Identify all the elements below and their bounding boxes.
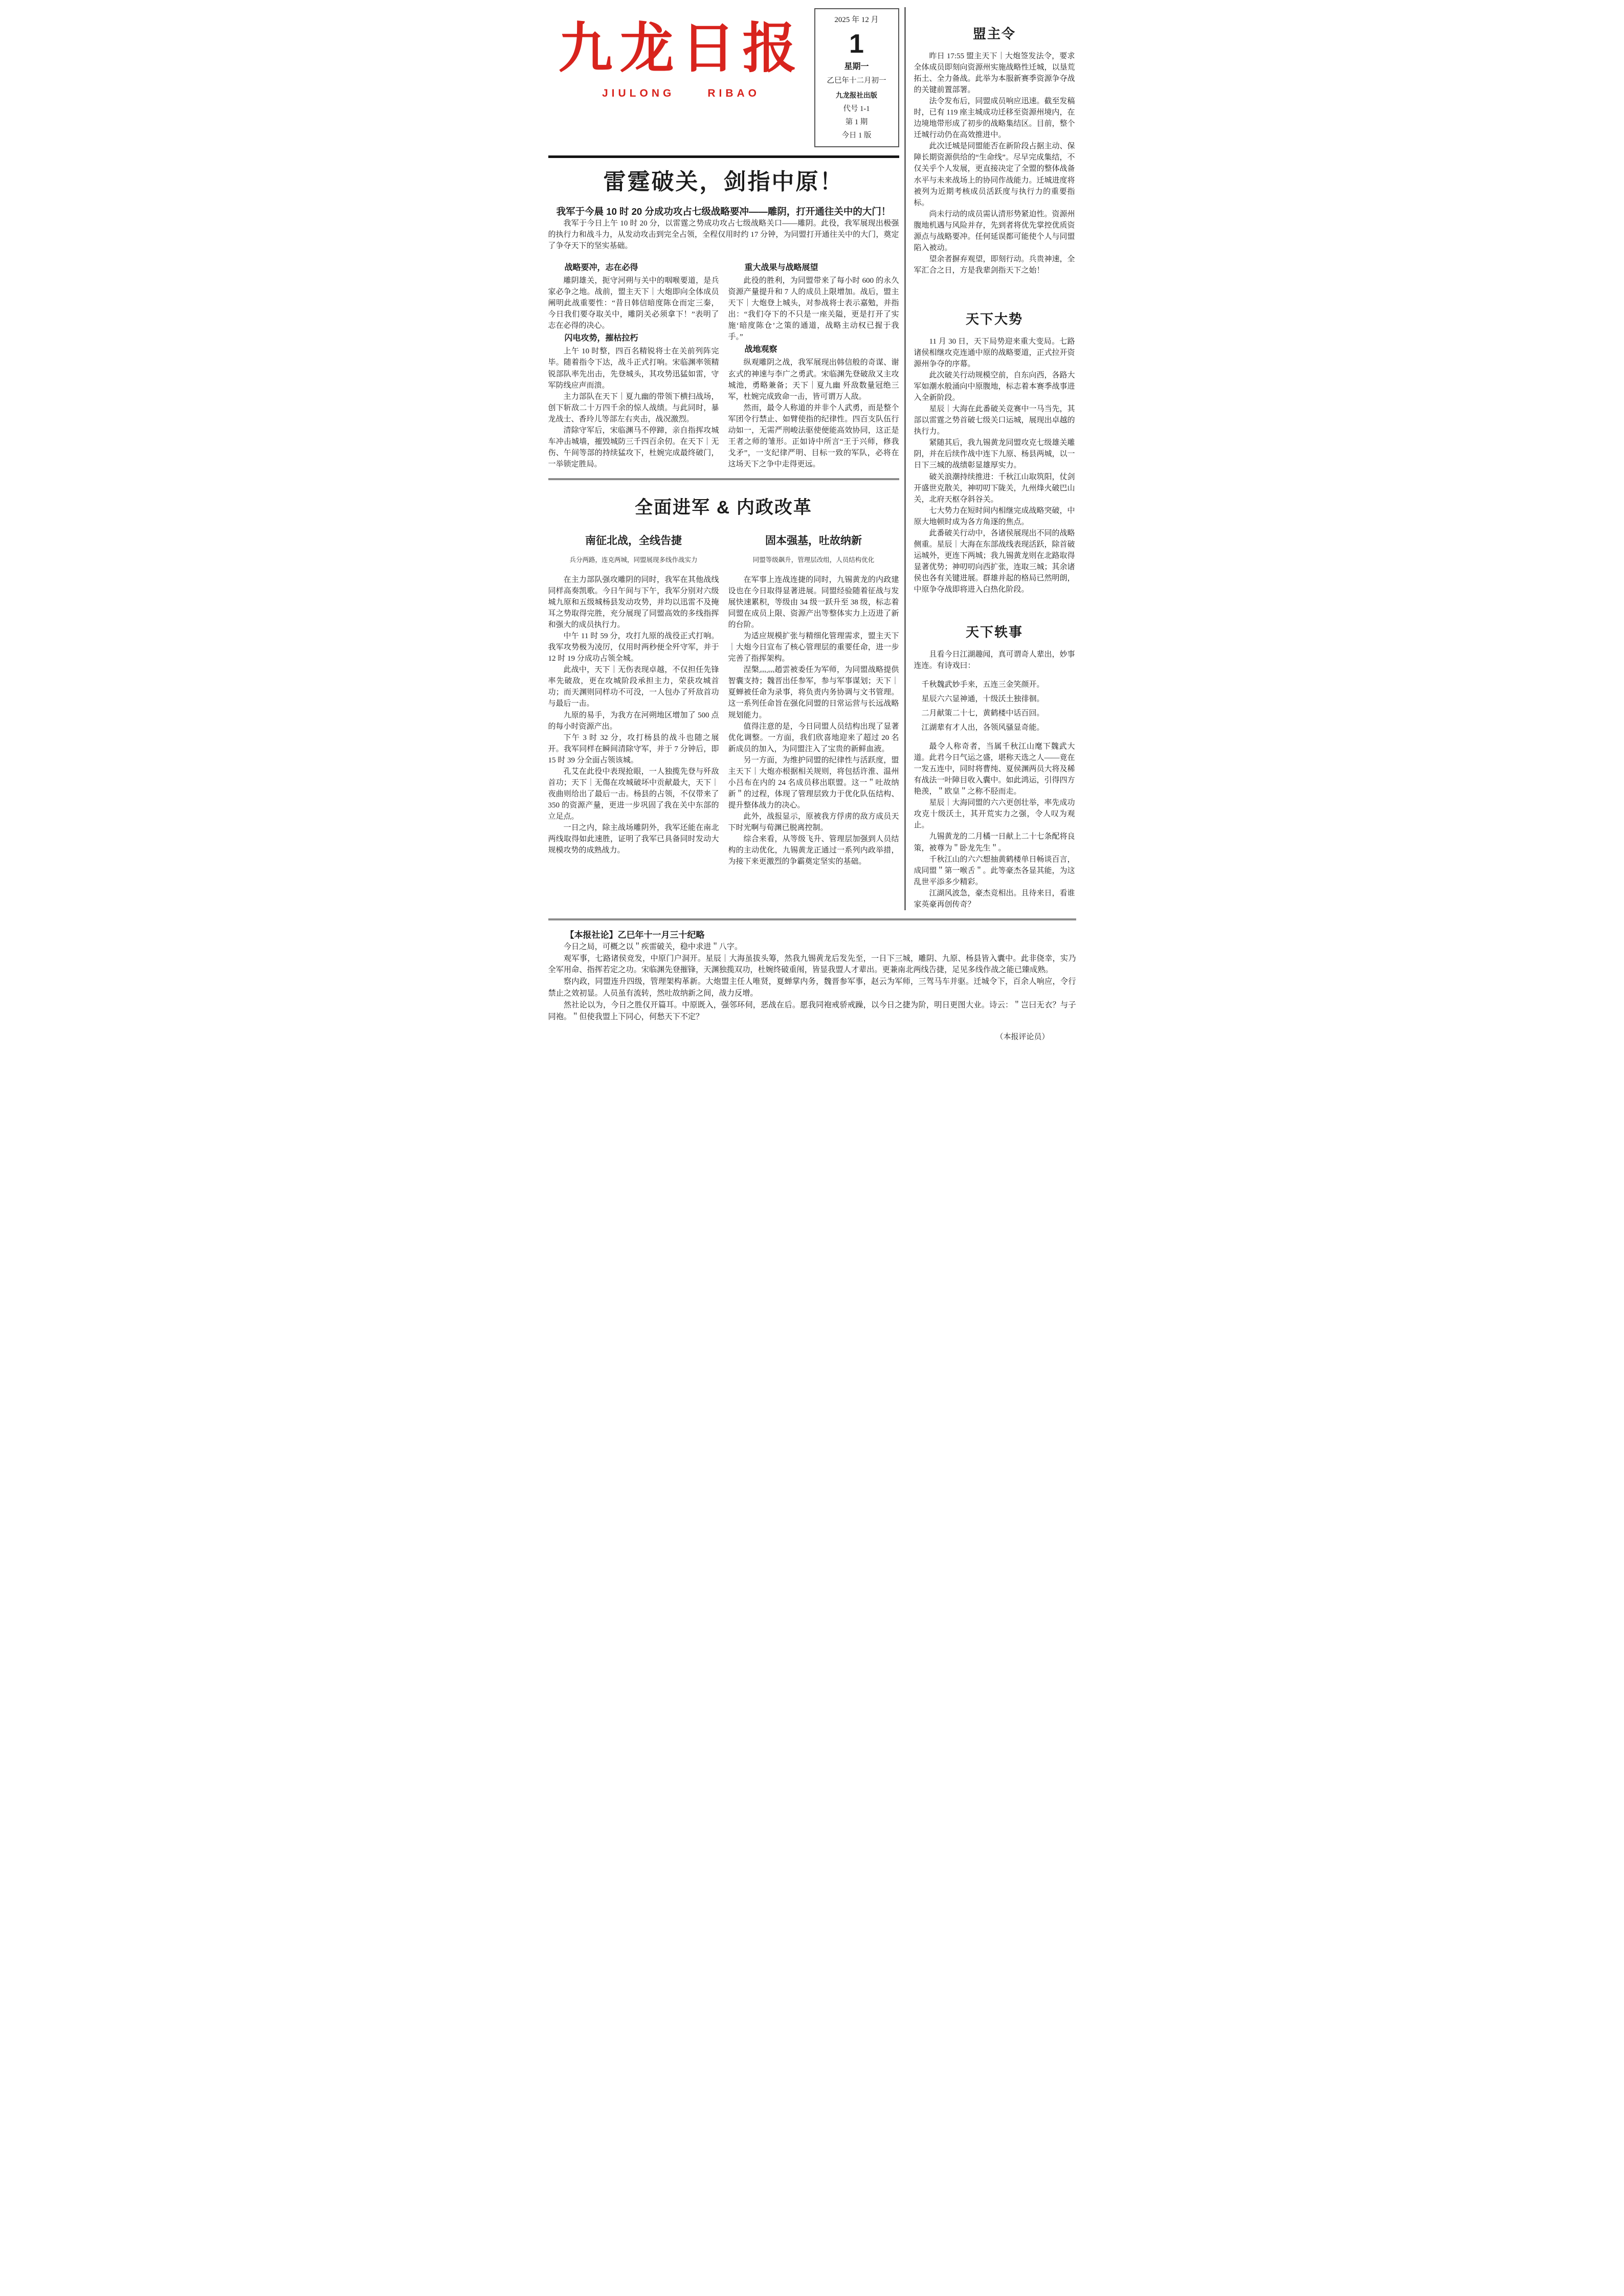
poem-line: 千秋魏武妙手来，五连三金笑颜开。: [921, 681, 1044, 689]
poem-line: 星辰六六显神通，十级沃土独徘徊。: [921, 695, 1044, 704]
poem-line: 江湖辈有才人出，各领风骚显奇能。: [921, 724, 1044, 732]
article-paragraph: 综合来看，从等级飞升、管理层加强到人员结构的主动优化，九锡黄龙正通过一系列内政举措，为接下来更激烈的争霸奠定坚实的基础。: [728, 835, 899, 866]
sidebar-paragraph: 最令人称奇者，当属千秋江山麾下魏武大道。此君今日气运之盛，堪称天选之人——竟在一发五连中，同时将曹纯、夏侯渊两员大将及稀有战法一叶障目收入囊中。如此鸿运，引得四方艳羡，＂欧皇＂之称不胫而走。: [914, 742, 1075, 796]
article-column-left: [548, 261, 719, 470]
newspaper-title: 九龙日报: [558, 16, 804, 80]
article-paragraph: 九原的易手，为我方在河朔地区增加了 500 点的每小时资源产出。: [548, 711, 719, 731]
main-headline: 雷霆破关，剑指中原！: [603, 169, 844, 195]
section-divider: [548, 478, 899, 480]
sidebar-section-title: 盟主令: [972, 26, 1016, 41]
sidebar-paragraph: 江湖风波急，豪杰竞相出。且待来日，看谁家英豪再创传奇？: [914, 889, 1075, 909]
editorial-paragraph: 察内政，同盟连升四级，管理架构革新。大炮盟主任人唯贤，夏蝉掌内务，魏晋参军事，赵云为军师，三驾马车并驱。迁城令下，百余人响应，令行禁止之效初显。人员虽有流转，然吐故纳新之间，战力反增。: [548, 977, 1076, 998]
article-paragraph: 下午 3 时 32 分，攻打杨县的战斗也随之展开。我军同样在瞬间清除守军，并于 7 分钟后，即 15 时 39 分全面占领该城。: [548, 733, 719, 764]
sidebar-paragraph: 望余者摒弃观望，即刻行动。兵贵神速，全军汇合之日，方是我辈剑指天下之始！: [914, 255, 1075, 275]
article-paragraph: 一日之内，除主战场雕阴外，我军还能在南北两线取得如此速胜，证明了我军已具备同时发动大规模攻势的成熟战力。: [548, 823, 719, 855]
sidebar-paragraph: 千秋江山的六六想抽黄鹤楼单日畅谈百言，成同盟＂第一喉舌＂。此等豪杰各显其能，为这乱世平添多少精彩。: [914, 855, 1075, 886]
sidebar-section-title: 天下轶事: [965, 624, 1023, 640]
sidebar-section-mengzhuling: [914, 24, 1075, 276]
sidebar-paragraph: 法令发布后，同盟成员响应迅速。截至发稿时，已有 119 座主城成功迁移至资源州境内，在边境地带形成了初步的战略集结区。目前，整个迁城行动仍在高效推进中。: [914, 97, 1075, 140]
masthead-divider: [548, 155, 899, 158]
article-paragraph: 涅槃灬灬趙雲被委任为军师，为同盟战略提供智囊支持；魏晋出任参军，参与军事谋划；天下｜夏蝉被任命为录事，将负责内务协调与文书管理。这一系列任命旨在强化同盟的日常运营与长远战略规划能力。: [728, 666, 899, 719]
article-paragraph: 然而，最令人称道的并非个人武勇，而是整个军团令行禁止、如臂使指的纪律性。四百支队伍行动如一，无需严刑峻法驱使便能高效协同，这正是王者之师的雏形。正如诗中所言“王于兴师，修我戈矛”，一支纪律严明、目标一致的军队，必将在这场天下之争中走得更远。: [728, 403, 899, 468]
sidebar-paragraph: 星辰｜大海同盟的六六更创壮举，率先成功攻克十级沃土，其开荒实力之强，令人叹为观止。: [914, 799, 1075, 830]
sidebar-section-tianxiadashi: [914, 309, 1075, 595]
sidebar-section-title: 天下大势: [965, 311, 1023, 327]
date-weekday: 星期一: [844, 62, 869, 71]
issue-number: 第 1 期: [845, 118, 868, 126]
article-paragraph: 此战中，天下｜无伤表现卓越，不仅担任先锋率先破敌，更在攻城阶段承担主力，荣获攻城首功；而天渊则同样功不可没，一人包办了歼敌首功与最后一击。: [548, 666, 719, 708]
brand-block: [548, 6, 814, 100]
pinyin-word-left: JIULONG: [602, 87, 675, 100]
article-paragraph: 主力部队在天下｜夏九幽的带领下横扫战场，创下斩敌二十万四千余的惊人战绩。与此同时，暴龙战士、香玲儿等部左右夹击，战况激烈。: [548, 392, 719, 423]
column-subhead: 战略要冲，志在必得: [564, 263, 638, 273]
issue-code: 代号 1-1: [843, 104, 870, 113]
article-paragraph: 清除守军后，宋临渊马不停蹄，亲自指挥攻城车冲击城墙，摧毁城防三千四百余仞。在天下｜无伤、午间等部的持续猛攻下，杜婉完成最终破门，一举锁定胜局。: [548, 426, 719, 468]
lead-paragraph: 我军于今日上午 10 时 20 分，以雷霆之势成功攻占七级战略关口——雕阴。此役，我军展现出极强的执行力和战斗力，从发动攻击到完全占领，全程仅用时约 17 分钟，为同盟打开通往关中的大门，奠定了争夺天下的坚实基础。: [548, 219, 899, 251]
sidebar-paragraph: 星辰｜大海在此番破关竞赛中一马当先，其部以雷霆之势首破七级关口运城，展现出卓越的执行力。: [914, 405, 1075, 436]
subsection-head: 固本强基，吐故纳新: [765, 534, 862, 547]
sidebar-column: [910, 6, 1076, 910]
publisher-label: 九龙报社出版: [836, 92, 877, 100]
column-subhead: 战地观察: [744, 345, 777, 354]
article-paragraph: 上午 10 时整，四百名精锐将士在关前列阵完毕。随着指令下达，战斗正式打响。宋临渊率领精锐部队率先出击，先登城头，其攻势迅猛如雷，守军防线应声而溃。: [548, 347, 719, 390]
newspaper-pinyin: [548, 87, 814, 100]
section2-column-right: [728, 532, 899, 867]
editorial-paragraph: 今日之局，可概之以＂疾雷破关，稳中求进＂八字。: [563, 942, 743, 951]
article-paragraph: 另一方面，为维护同盟的纪律性与活跃度，盟主天下｜大炮亦根据相关规则，将包括许淮、温州小吕布在内的 24 名成员移出联盟。这一＂吐故纳新＂的过程，体现了管理层致力于优化队伍结构、提升整体战力的决心。: [728, 756, 899, 809]
editorial-byline: （本报评论员）: [995, 1033, 1050, 1042]
sidebar-section-tianxiayishi: [914, 622, 1075, 910]
article-paragraph: 在主力部队强攻雕阴的同时，我军在其他战线同样高奏凯歌。今日午间与下午，我军分别对六级城九原和五级城杨县发动攻势，并均以迅雷不及掩耳之势取得完胜，充分展现了同盟高效的多线指挥和强大的成员执行力。: [548, 575, 719, 629]
section2-columns: [548, 532, 899, 867]
poem-line: 二月献策二十七，黄鹤楼中话百回。: [921, 709, 1044, 718]
sidebar-paragraph: 九锡黄龙的二月橘一日献上二十七条配将良策，被尊为＂卧龙先生＂。: [914, 832, 1075, 852]
article-paragraph: 中午 11 时 59 分，攻打九原的战役正式打响。我军攻势极为凌厉，仅用时两秒便全歼守军，并于 12 时 19 分成功占领全城。: [548, 632, 719, 663]
sidebar-paragraph: 此番破关行动中，各诸侯展现出不同的战略侧重。星辰｜大海在东部战线表现活跃，除首破运城外，更连下两城；我九锡黄龙则在北路取得显著优势；神叨叨向西扩张，连取三城；其余诸侯也各有关键进展。群雄并起的格局已然明朗，中原争夺战即将进入白热化阶段。: [914, 529, 1075, 594]
article-paragraph: 为适应规模扩张与精细化管理需求，盟主天下｜大炮今日宣布了核心管理层的重要任命，进一步完善了指挥架构。: [728, 632, 899, 663]
article-paragraph: 孔艾在此役中表现抢眼，一人独揽先登与歼敌首功；天下｜无傷在攻城破坏中贡献最大，天下｜夜曲则给出了最后一击。杨县的占领，不仅带来了 350 的资源产量，更进一步巩固了我在关中东部的立足点。: [548, 767, 719, 821]
date-box: [814, 8, 899, 147]
pinyin-word-right: RIBAO: [707, 87, 760, 100]
column-subhead: 闪电攻势，摧枯拉朽: [564, 334, 638, 343]
top-region: [548, 6, 1076, 910]
subsection-head: 南征北战，全线告捷: [585, 534, 682, 547]
sidebar-paragraph: 紧随其后，我九锡黄龙同盟攻克七级雄关雕阴，并在后续作战中连下九原、杨县两城，以一日下三城的战绩彰显雄厚实力。: [914, 439, 1075, 470]
article-paragraph: 在军事上连战连捷的同时，九锡黄龙的内政建设也在今日取得显著进展。同盟经验随着征战与发展快速累积，等级由 34 级一跃升至 38 级，标志着同盟在成员上限、资源产出等整体实力上迈进了新的台阶。: [728, 575, 899, 629]
editorial-divider: [548, 918, 1076, 920]
editorial-section: [548, 928, 1076, 1042]
sidebar-paragraph: 昨日 17:55 盟主天下｜大炮签发法令，要求全体成员即刻向资源州实施战略性迁城，以垦荒拓土、全力备战。此举为本服新赛季资源争夺战的关键前置部署。: [914, 52, 1075, 95]
article-paragraph: 雕阴雄关，扼守河朔与关中的咽喉要道，是兵家必争之地。战前，盟主天下｜大炮即向全体成员阐明此战重要性：“昔日韩信暗度陈仓而定三秦，今日我们要夺取关中，雕阴关必须拿下！”表明了志在必得的决心。: [548, 277, 719, 330]
date-month: 2025 年 12 月: [834, 16, 879, 24]
sidebar-paragraph: 尚未行动的成员需认清形势紧迫性。资源州腹地机遇与风险并存，先到者将优先掌控优质资源点与战略要冲。任何延误都可能使个人与同盟陷入被动。: [914, 210, 1075, 252]
section2-title: 全面进军 & 内政改革: [635, 497, 812, 517]
article-paragraph: 此外，战报显示，原被我方俘虏的敌方成员天下时光啊与荀渊已脱离控制。: [728, 812, 899, 832]
article-column-right: [728, 261, 899, 470]
masthead: [548, 6, 899, 147]
subsection-subtitle: 同盟等级飙升，管理层改组，人员结构优化: [752, 556, 875, 564]
edition-count: 今日 1 版: [841, 131, 872, 140]
sidebar-paragraph: 且看今日江湖趣闻，真可谓奇人辈出，妙事连连。有诗戏曰：: [914, 650, 1075, 670]
editorial-paragraph: 然社论以为，今日之胜仅开篇耳。中原既入，强邻环伺，恶战在后。愿我同袍戒骄戒躁，以今日之捷为阶，明日更图大业。诗云：＂岂曰无衣？与子同袍。＂但使我盟上下同心，何愁天下不定？: [548, 1000, 1076, 1021]
poem-block: [914, 679, 1075, 734]
article-paragraph: 值得注意的是，今日同盟人员结构出现了显著优化调整。一方面，我们欣喜地迎来了超过 20 名新成员的加入，为同盟注入了宝贵的新鲜血液。: [728, 722, 899, 753]
sidebar-paragraph: 11 月 30 日，天下局势迎来重大变局。七路诸侯相继攻克连通中原的战略要道，正式拉开资源州争夺的序幕。: [914, 337, 1075, 369]
article-paragraph: 此役的胜利，为同盟带来了每小时 600 的永久资源产量提升和 7 人的成员上限增加。战后，盟主天下｜大炮登上城头，对参战将士表示嘉勉，并指出：“我们夺下的不只是一座关隘，更是打开了实施‘暗度陈仓’之策的通道，战略主动权已握于我手。”: [728, 277, 899, 342]
sidebar-paragraph: 此次破关行动规模空前，自东向西，各路大军如潮水般涌向中原腹地，标志着本赛季战事进入全新阶段。: [914, 371, 1075, 402]
date-lunar: 乙巳年十二月初一: [827, 77, 886, 85]
editorial-title: 【本报社论】乙巳年十一月三十纪略: [565, 930, 705, 940]
subsection-subtitle: 兵分两路，连克两城，同盟展现多线作战实力: [569, 556, 698, 564]
vertical-column-divider: [904, 7, 906, 910]
editorial-paragraph: 观军事，七路诸侯竞发，中原门户洞开。星辰｜大海虽拔头筹，然我九锡黄龙后发先至，一日下三城，雕阴、九原、杨县皆入囊中。此非侥幸，实乃全军用命、指挥若定之功。宋临渊先登摧锋，天渊独揽双功，杜婉终破重闱，皆显我盟人才辈出。更兼南北两线告捷，足见多线作战之能已臻成熟。: [548, 954, 1076, 975]
section2-column-left: [548, 532, 719, 867]
article-paragraph: 纵观雕阴之战，我军展现出韩信般的奇谋、谢玄式的神速与李广之勇武。宋临渊先登破敌又主攻城池，勇略兼备；天下｜夏九幽 歼敌数量冠绝三军，杜婉完成致命一击，皆可谓万人敌。: [728, 358, 899, 401]
sidebar-paragraph: 破关浪潮持续推进：千秋江山取筑阳，仗剑开盛世克散关，神叨叨下陇关，九州烽火破巴山关，北府天枢夺斜谷关。: [914, 472, 1075, 504]
date-day: 1: [849, 29, 864, 59]
newspaper-page: [541, 0, 1083, 1054]
sidebar-paragraph: 七大势力在短时间内相继完成战略突破，中原大地顿时成为各方角逐的焦点。: [914, 506, 1075, 526]
sub-headline: 我军于今晨 10 时 20 分成功攻占七级战略要冲——雕阴，打开通往关中的大门！: [556, 206, 891, 217]
main-column: [548, 6, 902, 910]
lead-article-columns: [548, 261, 899, 470]
sidebar-paragraph: 此次迁城是同盟能否在新阶段占据主动、保障长期资源供给的“生命线”。尽早完成集结，不仅关乎个人发展，更直接决定了全盟的整体战备水平与未来战场上的协同作战能力。迁城进度将被列为近期考核成员活跃度与执行力的重要指标。: [914, 142, 1075, 207]
column-subhead: 重大战果与战略展望: [744, 263, 818, 273]
